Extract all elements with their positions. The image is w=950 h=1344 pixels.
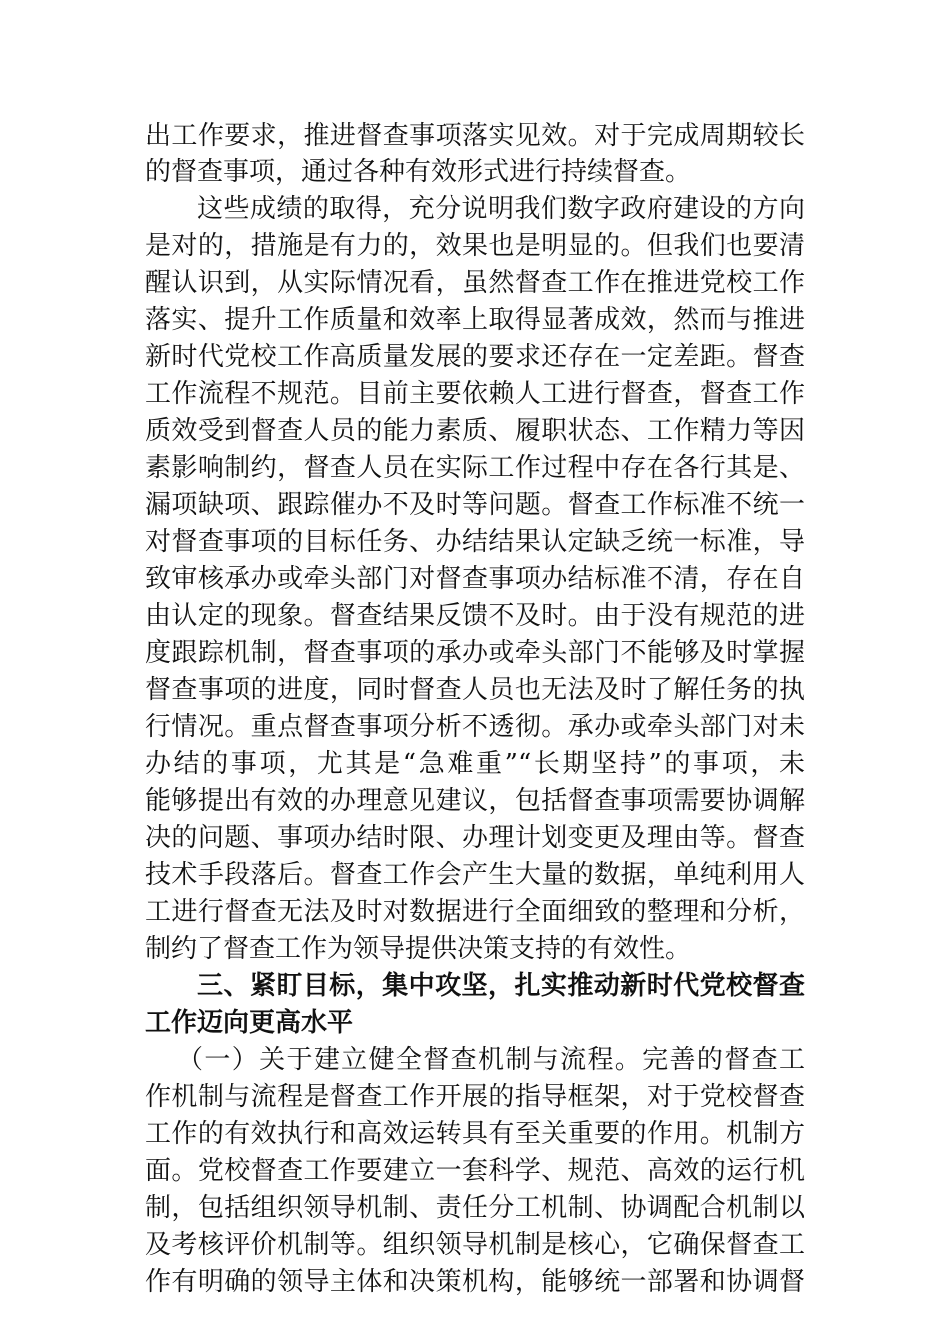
- body-text-line: 作有明确的领导主体和决策机构，能够统一部署和协调督: [145, 1267, 805, 1297]
- body-text-line: 工进行督查无法及时对数据进行全面细致的整理和分析，: [145, 897, 805, 927]
- body-text-line: 由认定的现象。督查结果反馈不及时。由于没有规范的进: [145, 601, 805, 631]
- body-text-line: 出工作要求，推进督查事项落实见效。对于完成周期较长: [145, 121, 805, 151]
- body-text-line: 及考核评价机制等。组织领导机制是核心，它确保督查工: [145, 1230, 805, 1260]
- body-text-line: 落实、提升工作质量和效率上取得显著成效，然而与推进: [145, 305, 805, 335]
- body-text-line: 工作的有效执行和高效运转具有至关重要的作用。机制方: [145, 1119, 805, 1149]
- body-text-line: 面。党校督查工作要建立一套科学、规范、高效的运行机: [145, 1156, 805, 1186]
- body-text-line: 致审核承办或牵头部门对督查事项办结标准不清，存在自: [145, 564, 805, 594]
- body-text-line: 督查事项的进度，同时督查人员也无法及时了解任务的执: [145, 675, 805, 705]
- body-text-line: 醒认识到，从实际情况看，虽然督查工作在推进党校工作: [145, 268, 805, 298]
- section-heading-continuation: 工作迈向更高水平: [145, 1008, 354, 1038]
- body-text-line: 办结的事项，尤其是“急难重”“长期坚持”的事项，未: [145, 749, 805, 779]
- body-text-line: 新时代党校工作高质量发展的要求还存在一定差距。督查: [145, 342, 805, 372]
- body-text-line: 度跟踪机制，督查事项的承办或牵头部门不能够及时掌握: [145, 638, 805, 668]
- body-text-line: 行情况。重点督查事项分析不透彻。承办或牵头部门对未: [145, 712, 805, 742]
- body-text-line: 制，包括组织领导机制、责任分工机制、协调配合机制以: [145, 1193, 805, 1223]
- body-text-line: 的督查事项，通过各种有效形式进行持续督查。: [145, 157, 692, 187]
- body-text-line: 决的问题、事项办结时限、办理计划变更及理由等。督查: [145, 823, 805, 853]
- body-text-line: 是对的，措施是有力的，效果也是明显的。但我们也要清: [145, 231, 805, 261]
- body-text-line: 质效受到督查人员的能力素质、履职状态、工作精力等因: [145, 416, 805, 446]
- paragraph-first-line: 这些成绩的取得，充分说明我们数字政府建设的方向: [197, 194, 805, 224]
- body-text-line: 作机制与流程是督查工作开展的指导框架，对于党校督查: [145, 1082, 805, 1112]
- body-text-line: 对督查事项的目标任务、办结结果认定缺乏统一标准，导: [145, 527, 805, 557]
- body-text-line: 技术手段落后。督查工作会产生大量的数据，单纯利用人: [145, 860, 805, 890]
- body-text-line: 漏项缺项、跟踪催办不及时等问题。督查工作标准不统一: [145, 490, 805, 520]
- body-text-line: 工作流程不规范。目前主要依赖人工进行督查，督查工作: [145, 379, 805, 409]
- body-text-line: 能够提出有效的办理意见建议，包括督查事项需要协调解: [145, 786, 805, 816]
- subsection-first-line: （一）关于建立健全督查机制与流程。完善的督查工: [177, 1045, 805, 1075]
- body-text-line: 制约了督查工作为领导提供决策支持的有效性。: [145, 934, 692, 964]
- body-text-line: 素影响制约，督查人员在实际工作过程中存在各行其是、: [145, 453, 805, 483]
- section-heading: 三、紧盯目标，集中攻坚，扎实推动新时代党校督查: [197, 971, 805, 1001]
